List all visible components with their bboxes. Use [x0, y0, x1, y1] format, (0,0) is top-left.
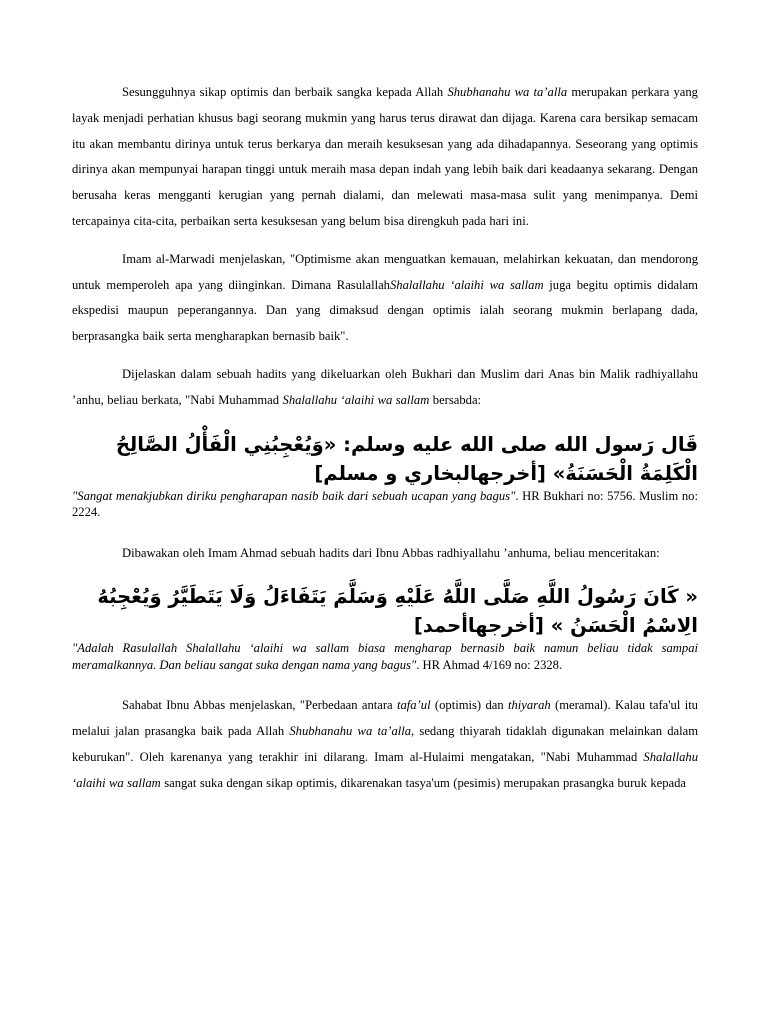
p5-segment-9: sangat suka dengan sikap optimis, dikarenakan tasya'um (pesimis) merupakan prasangka buruk kepada [160, 775, 686, 790]
p2-segment-3: juga begitu optimis didalam ekspedisi maupun peperangannya. Dan yang dimaksud dengan optimis ialah seorang mukmin berlapang dada, berprasangka baik serta mengharapkan bernasib baik". [72, 277, 698, 344]
p5-italic-shalallahu: Shalallahu ‘alaihi wa sallam [72, 749, 698, 790]
hadith-1-source-reference: . HR Bukhari no: 5756. Muslim no: 2224. [72, 488, 698, 520]
paragraph-3 [72, 362, 698, 414]
spacer-1 [72, 235, 698, 247]
hadith-1-translation-italic: "Sangat menakjubkan diriku pengharapan nasib baik dari sebuah ucapan yang bagus" [72, 488, 516, 503]
hadith-2-source-reference: . HR Ahmad 4/169 no: 2328. [416, 657, 563, 672]
spacer-2 [72, 350, 698, 362]
hadith-1-arabic-line-2: الْكَلِمَةُ الْحَسَنَةُ» [أخرجهالبخاري و مسلم] [314, 461, 698, 485]
paragraph-4 [72, 541, 698, 567]
p1-italic-transliteration: Shubhanahu wa ta’alla [447, 85, 568, 99]
paragraph-2 [72, 247, 698, 350]
paragraph-1 [72, 80, 698, 235]
spacer-6 [72, 673, 698, 693]
p5-segment-3: (optimis) dan [430, 698, 508, 713]
p2-italic-transliteration: Shalallahu ‘alaihi wa sallam [389, 277, 544, 292]
hadith-1-arabic-line-1: قَال رَسول الله صلى الله عليه وسلم: «وَيُعْجِبُنِي الْفَأْلُ الصَّالِحُ [115, 432, 698, 456]
p5-segment-7: , sedang thiyarah tidaklah digunakan melainkan dalam keburukan". Oleh karenanya yang terakhir ini dilarang. Imam al-Hulaimi mengatakan, "Nabi Muhammad [72, 724, 698, 764]
p1-segment-1: Sesungguhnya sikap optimis dan berbaik sangka kepada Allah [122, 85, 448, 99]
hadith-2-arabic-line-1: « كَانَ رَسُولُ اللَّهِ صَلَّى اللَّهُ عَلَيْهِ وَسَلَّمَ يَتَفَاءَلُ وَلَا يَتَطَيَّرُ وَيُعْجِبُهُ [97, 585, 698, 609]
p5-segment-1: Sahabat Ibnu Abbas menjelaskan, "Perbedaan antara [122, 698, 397, 713]
page-content [72, 80, 698, 797]
p3-segment-3: bersabda: [429, 392, 482, 407]
p5-italic-thiyarah: thiyarah [508, 698, 551, 713]
spacer-3 [72, 414, 698, 430]
paragraph-5 [72, 693, 698, 796]
hadith-2-translation-italic: "Adalah Rasulallah Shalallahu ‘alaihi wa sallam biasa mengharap bernasib baik namun beliau tidak sampai meramalkannya. Dan beliau sangat suka dengan nama yang bagus" [72, 641, 698, 672]
hadith-2-arabic-line-2: الِاسْمُ الْحَسَنُ » [أخرجهاأحمد] [413, 614, 698, 638]
p5-italic-tafaul: tafa’ul [396, 698, 431, 713]
p4-segment-1: Dibawakan oleh Imam Ahmad sebuah hadits dari Ibnu Abbas radhiyallahu ’anhuma, beliau menceritakan: [122, 545, 660, 560]
p3-italic-transliteration: Shalallahu ‘alaihi wa sallam [282, 392, 430, 407]
p1-segment-3: merupakan perkara yang layak menjadi perhatian khusus bagi seorang mukmin yang harus terus dirawat dan dijaga. Karena cara bersikap semacam itu akan membantu dirinya untuk terus berkarya dan meraih kesuksesan yang ada dihadapannya. Seseorang yang optimis dirinya akan mempunyai harapan tinggi untuk meraih masa depan indah yang lebih baik dari keadaanya sekarang. Dengan berusaha keras mengganti kerugian yang pernah dialami, dan melewati masa-masa sulit yang menimpanya. Demi tercapainya cita-cita, perbaikan serta kesuksesan yang belum bisa direngkuh pada hari ini. [72, 85, 698, 228]
spacer-5 [72, 566, 698, 582]
p3-segment-1: Dijelaskan dalam sebuah hadits yang dikeluarkan oleh Bukhari dan Muslim dari Anas bin Malik radhiyallahu ’anhu, beliau berkata, "Nabi Muhammad [72, 366, 698, 407]
p2-segment-1: Imam al-Marwadi menjelaskan, "Optimisme akan menguatkan kemauan, melahirkan kekuatan, dan mendorong untuk memperoleh apa yang diinginkan. Dimana Rasulallah [72, 251, 698, 292]
p5-segment-5: (meramal). Kalau tafa'ul itu melalui jalan prasangka baik pada Allah [72, 698, 698, 739]
spacer-4 [72, 521, 698, 541]
hadith-2-translation [72, 640, 698, 673]
hadith-1-translation [72, 488, 698, 521]
p5-italic-shubhanahu: Shubhanahu wa ta’alla [289, 724, 412, 739]
